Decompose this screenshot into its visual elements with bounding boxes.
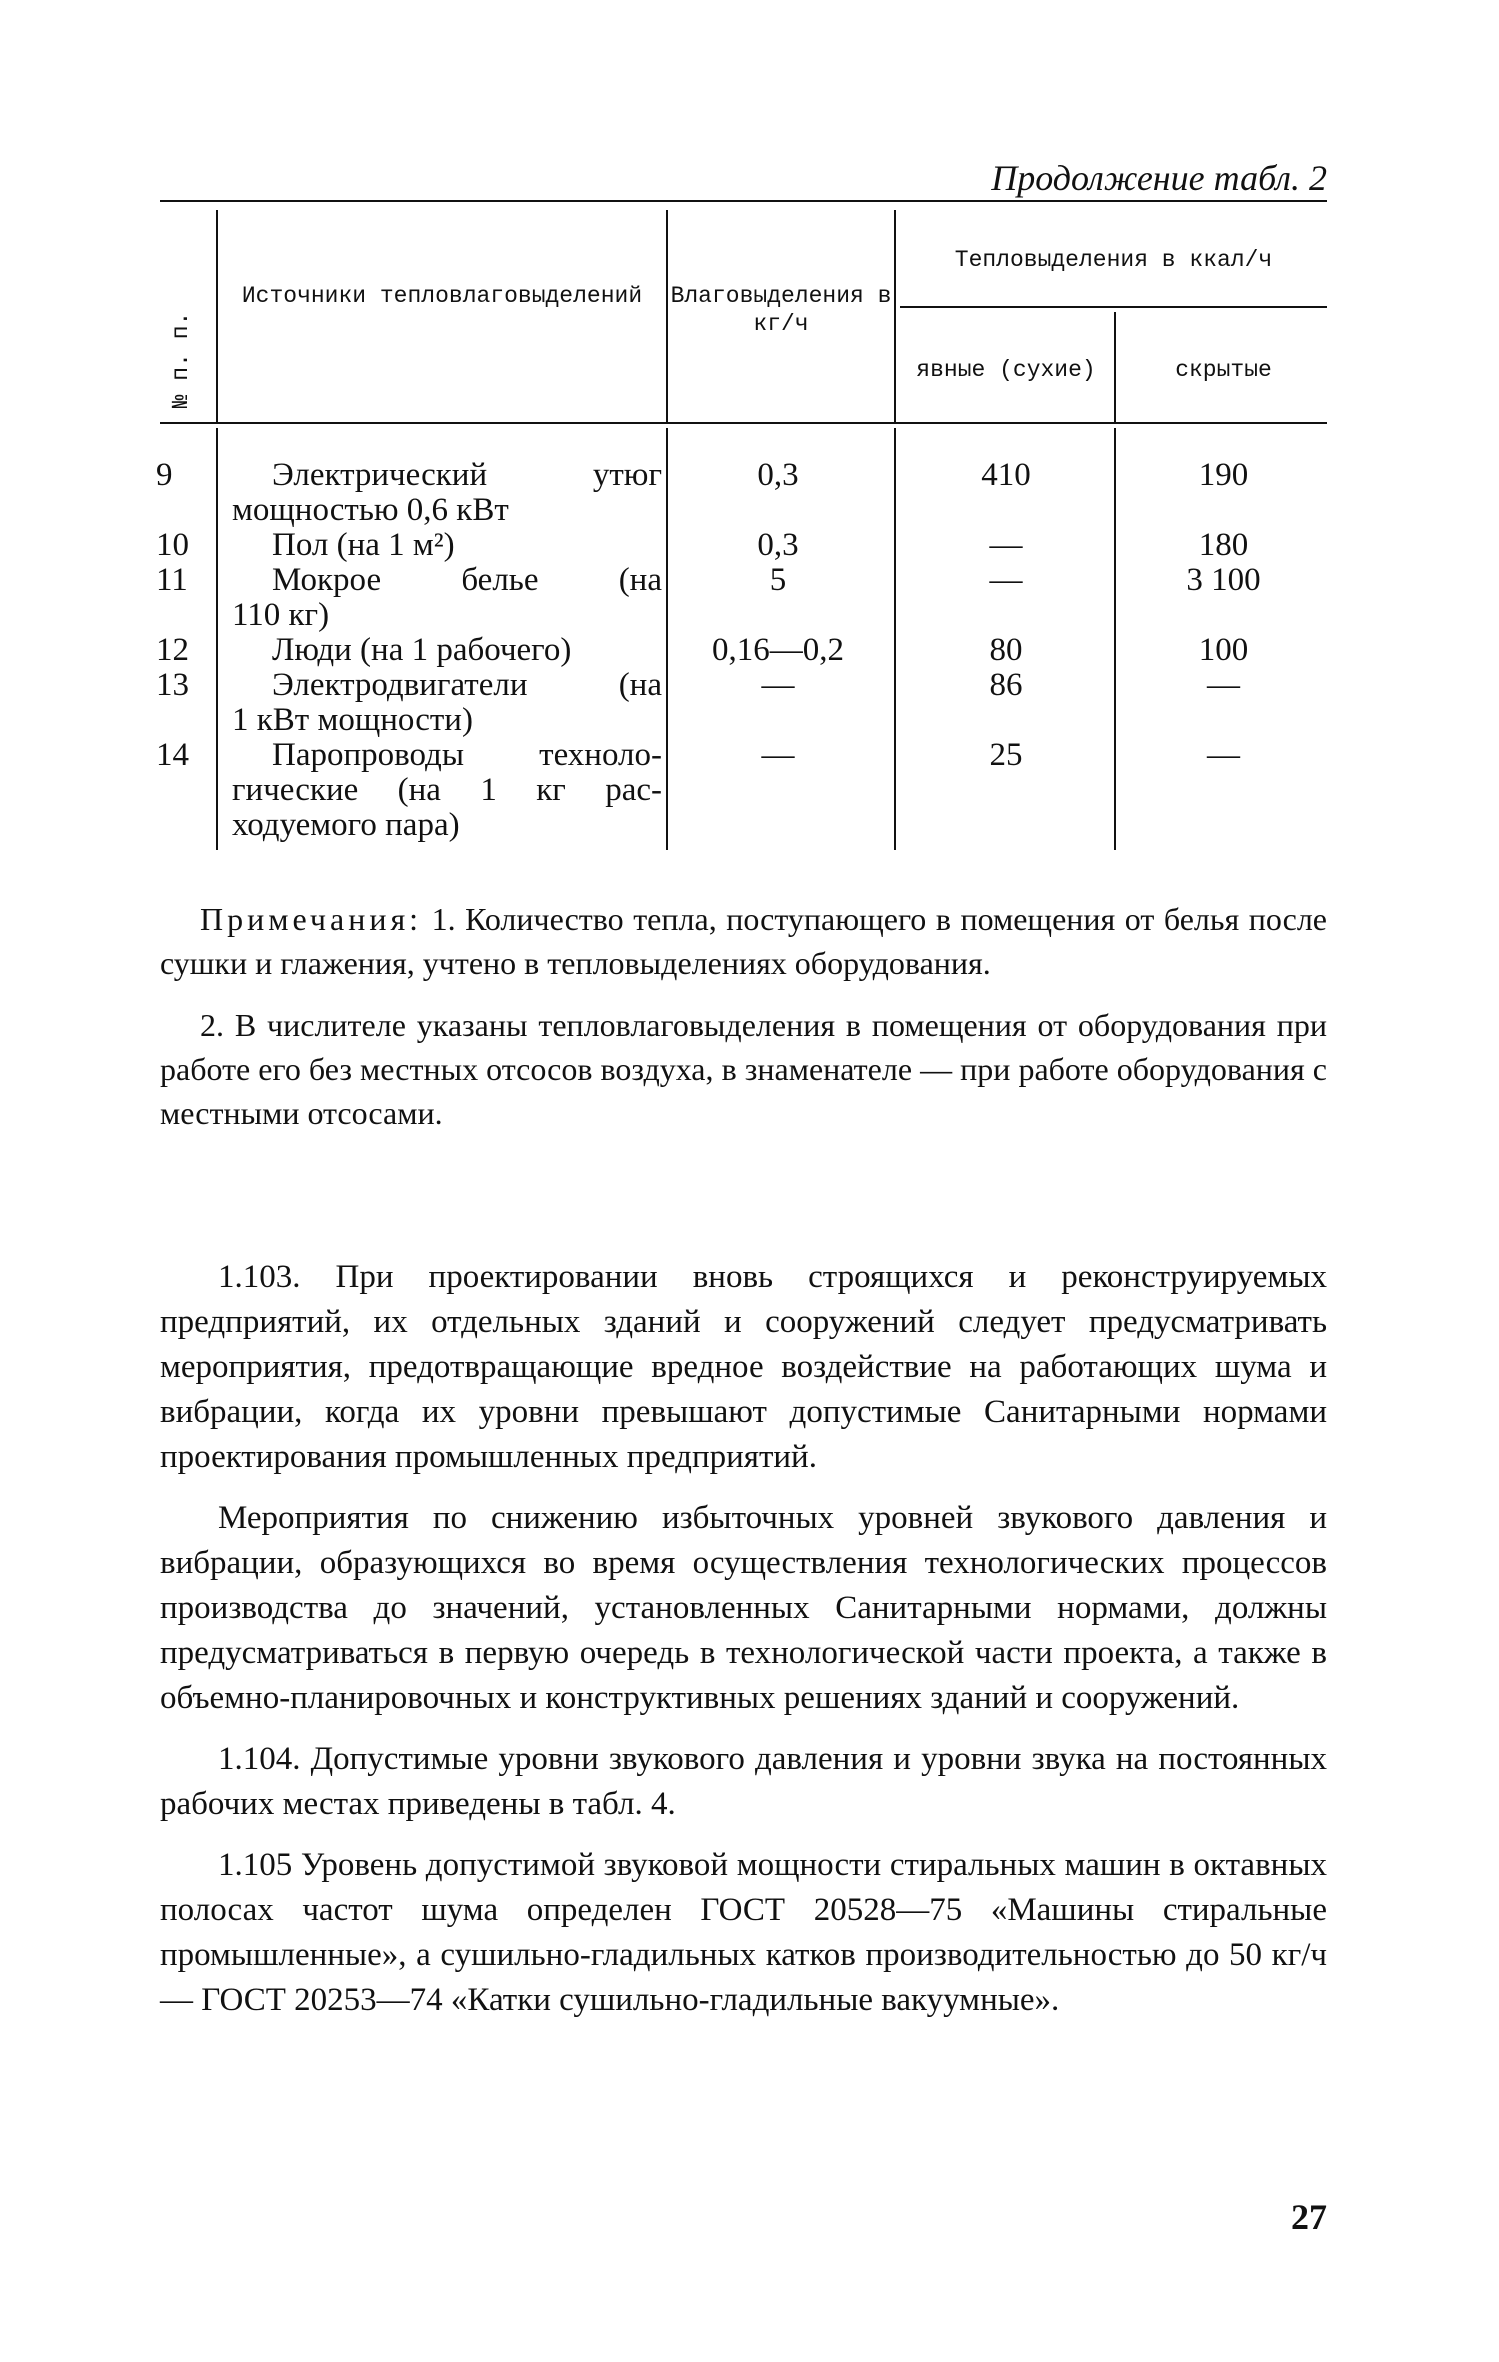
- row-source-cont: 1 кВт мощности): [232, 702, 473, 738]
- row-source: [232, 528, 662, 563]
- row-source-cont: мощностью 0,6 кВт: [232, 492, 509, 528]
- header-explicit: явные (сухие): [916, 357, 1096, 383]
- page-number: 27: [1291, 2197, 1327, 2237]
- row-moisture: —: [761, 667, 795, 703]
- header-divider-moisture: [894, 210, 896, 422]
- row-latent: 3 100: [1186, 562, 1261, 598]
- row-moisture: —: [761, 737, 795, 773]
- paragraph-1-105: 1.105 Уровень допустимой звуковой мощности стиральных машин в октавных полосах частот шума определен ГОСТ 20528—75 «Машины стиральные промышленные», а сушильно-гладильных катков производительностью до 50 кг/ч — ГОСТ 20253—74 «Катки сушильно-гладильные вакуумные».: [160, 1847, 1327, 2018]
- row-number: 13: [156, 667, 189, 703]
- row-source-cont: 110 кг): [232, 597, 330, 633]
- row-source-line: Электрический утюг: [272, 457, 662, 493]
- row-source: [232, 668, 662, 738]
- row-source-cont: гические (на 1 кг рас- ходуемого пара): [232, 772, 662, 843]
- row-moisture: 5: [769, 562, 787, 598]
- header-moisture: Влаговыделения в кг/ч: [670, 283, 892, 337]
- row-source-line: Мокрое белье (на: [272, 562, 662, 598]
- row-latent: 190: [1198, 457, 1249, 493]
- row-number: 14: [156, 737, 189, 773]
- table-continuation-caption: Продолжение табл. 2: [991, 158, 1327, 198]
- row-explicit: 86: [989, 667, 1023, 703]
- heat-subheader-rule: [900, 306, 1327, 308]
- row-number: 12: [156, 632, 189, 668]
- row-latent: 180: [1198, 527, 1249, 563]
- heat-moisture-table: [156, 200, 1327, 850]
- row-source: [232, 633, 662, 668]
- row-moisture: 0,3: [757, 457, 799, 493]
- notes-label: Примечания:: [200, 901, 423, 937]
- row-source-line: Паропроводы техноло-: [272, 737, 662, 773]
- row-moisture: 0,16—0,2: [712, 632, 844, 668]
- note-1-text: 1. Количество тепла, поступающего в помещения от белья после сушки и глажения, учтено в тепловыделениях оборудования.: [160, 901, 1327, 981]
- note-2: 2. В числителе указаны тепловлаговыделения в помещения от оборудования при работе его без местных отсосов воздуха, в знаменателе — при работе оборудования с местными отсосами.: [160, 1007, 1327, 1131]
- row-explicit: 410: [981, 457, 1031, 493]
- header-divider-num: [216, 210, 218, 422]
- row-source: [232, 563, 662, 633]
- row-explicit: —: [989, 527, 1023, 563]
- header-divider-source: [666, 210, 668, 422]
- row-source-line: Пол (на 1 м²): [272, 527, 455, 563]
- table-notes: [160, 897, 1327, 1153]
- header-divider-explicit: [1114, 312, 1116, 422]
- row-number: 9: [156, 457, 173, 493]
- paragraph-1-103: 1.103. При проектировании вновь строящихся и реконструируемых предприятий, их отдельных зданий и сооружений следует предусматривать мероприятия, предотвращающие вредное воздействие на работающих шума и вибрации, когда их уровни превышают допустимые Санитарными нормами проектирования промышленных предприятий.: [160, 1259, 1327, 1475]
- body-divider-moisture: [894, 428, 896, 850]
- row-explicit: 80: [989, 632, 1023, 668]
- row-explicit: 25: [989, 737, 1023, 773]
- row-latent: —: [1207, 667, 1240, 703]
- row-latent: —: [1207, 737, 1240, 773]
- header-latent: скрытые: [1175, 357, 1272, 383]
- header-source: Источники тепловлаговыделений: [241, 283, 643, 309]
- header-heat: Тепловыделения в ккал/ч: [954, 247, 1273, 273]
- row-explicit: —: [989, 562, 1023, 598]
- paragraph-1-104: 1.104. Допустимые уровни звукового давления и уровни звука на постоянных рабочих местах приведены в табл. 4.: [160, 1741, 1327, 1822]
- row-source-line: Люди (на 1 рабочего): [272, 632, 572, 668]
- row-moisture: 0,3: [757, 527, 799, 563]
- body-divider-num: [216, 428, 218, 850]
- header-bottom-rule: [160, 422, 1327, 424]
- body-text: [160, 1255, 1327, 2039]
- row-number: 11: [156, 562, 188, 598]
- table-top-rule: [160, 200, 1327, 202]
- body-divider-explicit: [1114, 428, 1116, 850]
- header-num: № п. п.: [168, 311, 194, 409]
- note-1: [160, 897, 1327, 985]
- body-divider-source: [666, 428, 668, 850]
- row-number: 10: [156, 527, 189, 563]
- paragraph-measures: Мероприятия по снижению избыточных уровней звукового давления и вибрации, образующихся во время осуществления технологических процессов производства до значений, установленных Санитарными нормами, должны предусматриваться в первую очередь в технологической части проекта, а также в объемно-планировочных и конструктивных решениях зданий и сооружений.: [160, 1500, 1327, 1716]
- row-source: [232, 458, 662, 528]
- row-source-line: Электродвигатели (на: [272, 667, 662, 703]
- row-source: [232, 738, 662, 843]
- row-latent: 100: [1198, 632, 1249, 668]
